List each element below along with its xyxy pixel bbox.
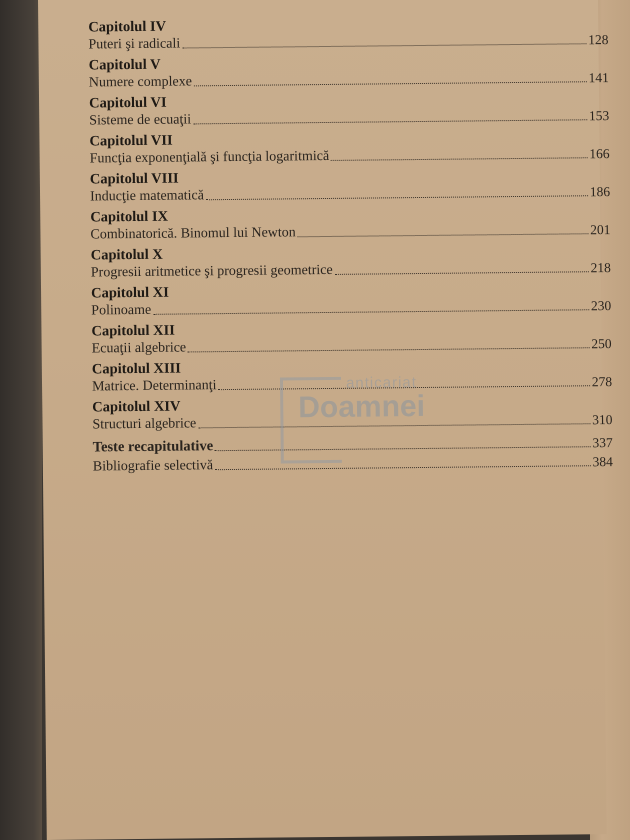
review-title: Teste recapitulative (92, 438, 214, 456)
page-number: 230 (590, 298, 612, 314)
chapter-title: Funcţia exponenţială şi funcţia logaritmică (89, 148, 330, 167)
chapter-heading: Capitolul XII (91, 322, 175, 340)
chapter-heading: Capitolul IX (90, 208, 169, 226)
dot-leader (331, 157, 587, 161)
toc-entry (91, 242, 611, 285)
watermark-big-text: Doamnei (298, 389, 426, 425)
chapter-title: Numere complexe (88, 74, 192, 91)
dot-leader (153, 309, 589, 315)
dot-leader (206, 195, 588, 200)
chapter-heading: Capitolul VII (89, 132, 173, 150)
dot-leader (335, 271, 589, 275)
chapter-title: Ecuaţii algebrice (91, 340, 187, 357)
page-number: 218 (590, 260, 611, 276)
page-number: 278 (591, 374, 613, 390)
chapter-title: Inducţie matematică (89, 188, 205, 205)
page-number: 141 (588, 70, 609, 86)
page-number: 128 (588, 32, 609, 48)
dot-leader (215, 465, 591, 470)
dot-leader (194, 81, 587, 86)
chapter-heading: Capitolul XIII (91, 360, 181, 378)
page-number: 250 (591, 336, 612, 352)
paper-sheet (38, 0, 613, 840)
chapter-heading: Capitolul IV (88, 18, 167, 36)
chapter-title: Puteri şi radicali (88, 36, 181, 53)
chapter-heading: Capitolul XIV (92, 398, 181, 416)
chapter-heading: Capitolul V (88, 56, 161, 74)
page-number: 384 (592, 454, 613, 470)
chapter-heading: Capitolul VIII (89, 170, 179, 188)
toc-entry (91, 280, 611, 323)
chapter-title: Structuri algebrice (92, 416, 197, 433)
toc-entry (89, 128, 609, 171)
chapter-title: Polinoame (91, 302, 152, 319)
watermark-small-text: anticariat (345, 374, 417, 392)
dot-leader (188, 347, 589, 352)
toc-entry (91, 318, 611, 361)
page-number: 153 (588, 108, 610, 124)
page-number: 186 (589, 184, 611, 200)
toc-entry (90, 166, 610, 209)
chapter-heading: Capitolul XI (90, 284, 169, 302)
bibliography-title: Bibliografie selectivă (92, 458, 214, 475)
page-number: 201 (590, 222, 611, 238)
page-number: 337 (592, 435, 613, 451)
chapter-heading: Capitolul VI (89, 94, 167, 112)
toc-entry (90, 204, 610, 247)
dot-leader (193, 119, 587, 124)
watermark-logo (280, 369, 481, 461)
chapter-title: Combinatorică. Binomul lui Newton (90, 225, 296, 243)
toc-entry (89, 52, 609, 95)
dot-leader (182, 43, 586, 48)
dot-leader (298, 233, 588, 237)
page-number: 310 (592, 412, 613, 428)
chapter-title: Progresii aritmetice şi progresii geometrice (90, 262, 333, 281)
toc-entry (88, 14, 608, 57)
page-number: 166 (589, 146, 610, 162)
toc-entry (89, 90, 609, 133)
binding-shadow (0, 0, 42, 840)
chapter-title: Sisteme de ecuaţii (89, 112, 192, 129)
chapter-heading: Capitolul X (90, 246, 163, 264)
chapter-title: Matrice. Determinanţi (91, 378, 217, 395)
